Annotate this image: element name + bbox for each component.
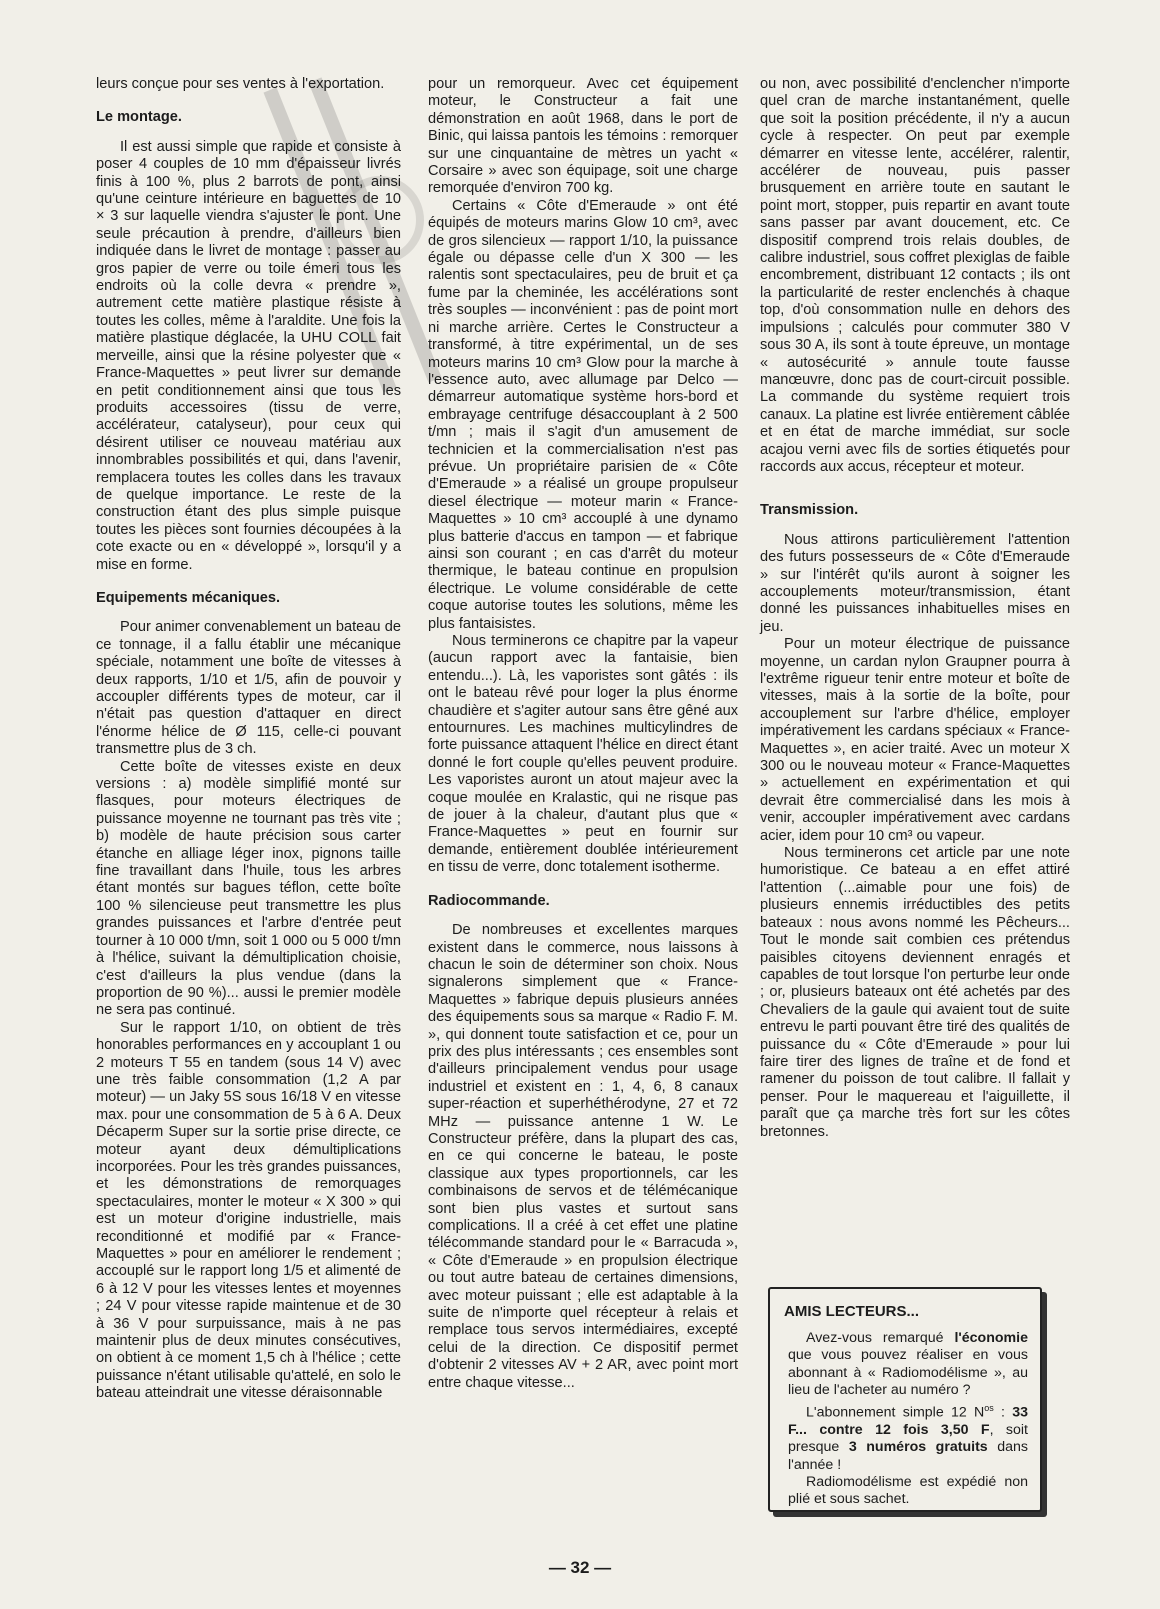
article-column-1 bbox=[96, 76, 401, 1403]
article-column-2 bbox=[428, 76, 738, 1392]
box-emphasis: 33 F... contre 12 fois 3,50 F bbox=[788, 1404, 1028, 1438]
section-heading-transmission: Transmission. bbox=[760, 502, 859, 519]
box-emphasis: l'économie bbox=[954, 1330, 1028, 1346]
paragraph: Il est aussi simple que rapide et consiste à poser 4 couples de 10 mm d'épaisseur livrés finis à 100 %, plus 2 barrots de pont, ainsi qu'une ceinture intérieure en baguettes de 10 × 3 sur laquelle viendra s'ajuster le pont. Une seule précaution à prendre, d'ailleurs bien indiquée dans le livret de montage : passer au gros papier de verre ou toile émeri tous les endroits où la colle devra « prendre », autrement cette matière plastique résiste à toutes les colles, même à l'araldite. Une fois la matière plastique déglacée, la UHU COLL fait merveille, ainsi que la résine polyester que « France-Maquettes » peut livrer sur demande en petit conditionnement ainsi que tous les produits accessoires (tissu de verre, accélérateur, catalyseur), pour ceux qui désirent utiliser ce nouveau matériau aux innombrables possibilités et qui, dans l'avenir, remplacera toutes les colles dans les travaux de quelque importance. Le reste de la construction étant des plus simple puisque toutes les pièces sont fournies découpées à la cote exacte ou en « développé », lorsqu'il y a mise en forme. bbox=[96, 138, 401, 573]
box-superscript: os bbox=[984, 1402, 994, 1413]
article-column-3 bbox=[760, 76, 1070, 1141]
paragraph: Nous terminerons cet article par une note humoristique. Ce bateau a en effet attiré l'attention (...aimable pour une fois) de plusieurs ennemis irréductibles des petits bateaux : nous avons nommé les Pêcheurs... Tout le monde sait combien ces prétendus paisibles citoyens deviennent enragés et capables de tout lorsque l'on perturbe leur onde ; or, plusieurs bateaux ont été achetés par des Chevaliers de la gaule qui avaient tout de suite entrevu le parti pouvant être tiré des qualités de puissance du « Côte d'Emeraude » pour lui faire tirer des lignes de traîne et de fond et ramener du poisson de tout calibre. Il fallait y penser. Pour le maquereau et l'aiguillette, il paraît que ça marche très fort sur les côtes bretonnes. bbox=[760, 845, 1070, 1140]
box-text: Avez-vous remarqué bbox=[806, 1330, 955, 1346]
box-paragraph bbox=[784, 1330, 1028, 1400]
box-title: AMIS LECTEURS... bbox=[784, 1303, 920, 1320]
box-emphasis: 3 numéros gratuits bbox=[848, 1439, 988, 1456]
box-paragraph bbox=[784, 1400, 1028, 1474]
box-text: dans l'année ! bbox=[788, 1439, 1028, 1473]
paragraph: Nous terminerons ce chapitre par la vapeur (aucun rapport avec la fantaisie, bien entendu...). Là, les vaporistes sont gâtés : ils ont le bateau rêvé pour loger la plus énorme chaudière et s'agiter autour sans être gêné aux entournures. Les machines multicylindres de forte puissance attaquent l'hélice en direct étant donné le fort couple qu'elles peuvent produire. Les vaporistes auront un atout majeur avec la coque moulée en Kralastic, qui ne risque pas de jouer à la chaleur, d'autant plus que « France-Maquettes » peut en fournir sur demande, entièrement doublée intérieurement en tissu de verre, donc totalement isotherme. bbox=[428, 633, 738, 876]
paragraph: Pour animer convenablement un bateau de ce tonnage, il a fallu établir une mécanique spéciale, notamment une boîte de vitesses à deux rapports, 1/10 et 1/5, afin de pouvoir y accoupler différents types de moteur, car il n'était pas question d'attaquer en direct l'énorme hélice de Ø 115, celle-ci pouvant transmettre plus de 3 ch. bbox=[96, 619, 401, 758]
subscription-box bbox=[768, 1287, 1042, 1512]
section-heading-equipements: Equipements mécaniques. bbox=[96, 589, 281, 606]
box-text: que vous pouvez réaliser en vous abonnant à « Radiomodélisme », au lieu de l'acheter au numéro ? bbox=[788, 1347, 1028, 1399]
paragraph: Nous attirons particulièrement l'attention des futurs possesseurs de « Côte d'Emeraude » sur l'intérêt qu'ils auront à soigner les accouplements moteur/transmission, étant donné les puissances inhabituelles mises en jeu. bbox=[760, 531, 1070, 635]
box-text: : bbox=[993, 1404, 1013, 1421]
paragraph: ou non, avec possibilité d'enclencher n'importe quel cran de marche instantanément, quelle que soit la position précédente, il n'y a aucun cycle à respecter. On peut par exemple démarrer en vitesse lente, accélérer, ralentir, accélérer de nouveau, puis passer brusquement en arrière toute en sautant le point mort, stopper, puis repartir en avant toute sans passer par avant doucement, etc. Ce dispositif comprend trois relais doubles, de calibre industriel, sous coffret plexiglas de faible encombrement, distribuant 12 contacts ; ils ont la particularité de rester enclenchés à chaque top, d'où consommation nulle en dehors des impulsions ; calculés pour commuter 380 V sous 30 A, ils sont à toute épreuve, un montage « autosécurité » annule toute fausse manœuvre, donc pas de court-circuit possible. La commande du système requiert trois canaux. La platine est livrée entièrement câblée et en état de marche immédiat, sur socle acajou verni avec fils de sorties étiquetés pour raccords aux accus, récepteur et moteur. bbox=[760, 76, 1070, 475]
section-heading-montage: Le montage. bbox=[96, 109, 182, 126]
paragraph: Pour un moteur électrique de puissance moyenne, un cardan nylon Graupner pourra à l'extrême rigueur tenir entre moteur et boîte de vitesses, mais à la sortie de la boîte, pour accouplement sur l'arbre d'hélice, employer impérativement les cardans spéciaux « France-Maquettes », en acier traité. Avec un moteur X 300 ou le nouveau moteur « France-Maquettes » actuellement en expérimentation et qui devrait être commercialisé dans les mois à venir, accoupler impérativement avec cardans acier, idem pour 10 cm³ ou vapeur. bbox=[760, 636, 1070, 844]
box-text: , soit presque bbox=[788, 1421, 1028, 1456]
box-paragraph: Radiomodélisme est expédié non plié et sous sachet. bbox=[788, 1473, 1028, 1508]
paragraph: pour un remorqueur. Avec cet équipement moteur, le Constructeur a fait une démonstration en août 1968, dans le port de Binic, qui laissa pantois les témoins : remorquer sur une cinquantaine de mètres un yacht « Corsaire » avec son équipage, soit une charge remorquée d'environ 700 kg. bbox=[428, 76, 738, 197]
paragraph: leurs conçue pour ses ventes à l'exportation. bbox=[96, 76, 385, 92]
section-heading-radiocommande: Radiocommande. bbox=[428, 892, 550, 909]
paragraph: De nombreuses et excellentes marques existent dans le commerce, nous laissons à chacun le soin de déterminer son choix. Nous signalerons simplement que « France-Maquettes » fabrique depuis plusieurs années des équipements sous sa marque « Radio F. M. », qui donnent toute satisfaction et ce, pour un prix des plus intéressants ; ces ensembles sont d'ailleurs principalement vendus pour usage industriel et existent en : 1, 4, 6, 8 canaux super-réaction et superhéthérodyne, 27 et 72 MHz — puissance antenne 1 W. Le Constructeur préfère, dans la plupart des cas, en ce qui concerne le bateau, le poste classique aux types proportionnels, car les combinaisons de servos et de télémécanique sont bien plus vastes et surtout sans complications. Il a créé à cet effet une platine télécommande standard pour le « Barracuda », « Côte d'Emeraude » en propulsion électrique ou tout autre bateau de certaines dimensions, avec moteur puissant ; elle est adaptable à la suite de n'importe quel récepteur à relais et remplace tous servos intermédiaires, excepté celui de la direction. Ce dispositif permet d'obtenir 2 vitesses AV + 2 AR, avec point mort entre chaque vitesse... bbox=[428, 922, 738, 1391]
page-number: — 32 — bbox=[548, 1558, 612, 1577]
box-text: L'abonnement simple 12 N bbox=[806, 1404, 985, 1421]
paragraph: Sur le rapport 1/10, on obtient de très honorables performances en y accouplant 1 ou 2 moteurs T 55 en tandem (sous 14 V) avec une très faible consommation (1,2 A par moteur) — un Jaky 5S sous 16/18 V en vitesse max. pour une consommation de 5 à 6 A. Deux Décaperm Super sur la sortie prise directe, ce moteur ayant deux démultiplications incorporées. Pour les très grandes puissances, et les démonstrations de remorquages spectaculaires, monter le moteur « X 300 » qui est un moteur d'origine industrielle, mais reconditionné et modifié par « France-Maquettes » pour en améliorer le rendement ; accouplé sur le rapport long 1/5 et alimenté de 6 à 12 V pour les vitesses lentes et moyennes ; 24 V pour vitesse rapide maintenue et de 30 à 36 V pour surpuissance, mais à ne pas maintenir plus de deux minutes consécutives, on obtient à ce moment 1,5 ch à l'hélice ; cette puissance n'étant utilisable qu'attelé, en solo le bateau atteindrait une vitesse déraisonnable bbox=[96, 1019, 401, 1402]
paragraph: Cette boîte de vitesses existe en deux versions : a) modèle simplifié monté sur flasques, pour moteurs électriques de puissance moyenne ne tournant pas très vite ; b) modèle de haute précision sous carter étanche en alliage léger inox, pignons taille fine travaillant dans l'huile, tous les arbres étant montés sur bagues téflon, cette boîte 100 % silencieuse peut transmettre les plus grandes puissances et l'arbre d'entrée peut tourner à 10 000 t/mn, soit 1 000 ou 5 000 t/mn à l'hélice, suivant la démultiplication choisie, c'est d'ailleurs la plus vendue (dans la proportion de 90 %)... aussi le premier modèle ne sera pas continué. bbox=[96, 758, 401, 1019]
paragraph: Certains « Côte d'Emeraude » ont été équipés de moteurs marins Glow 10 cm³, avec de gros silencieux — rapport 1/10, la puissance égale ou dépasse celle d'un X 300 — les ralentis sont spectaculaires, peu de bruit et ça fume par la cheminée, les accélérations sont très souples — inconvénient : pas de point mort ni marche arrière. Certes le Constructeur a transformé, à titre expérimental, un de ses moteurs marins 10 cm³ Glow pour la marche à l'essence auto, avec allumage par Delco — démarreur automatique système hors-bord et embrayage centrifuge désaccouplant à 2 500 t/mn ; mais il s'agit d'un amusement de technicien et la commercialisation n'est pas prévue. Un propriétaire parisien de « Côte d'Emeraude » a réalisé un groupe propulseur diesel électrique — moteur marin « France-Maquettes » 10 cm³ accouplé à une dynamo plus batterie d'accus en tampon — et fabrique ainsi son courant ; en cas d'arrêt du moteur thermique, le bateau continue en propulsion électrique. Le volume considérable de cette coque autorise toutes les solutions, même les plus fantaisistes. bbox=[428, 197, 738, 632]
